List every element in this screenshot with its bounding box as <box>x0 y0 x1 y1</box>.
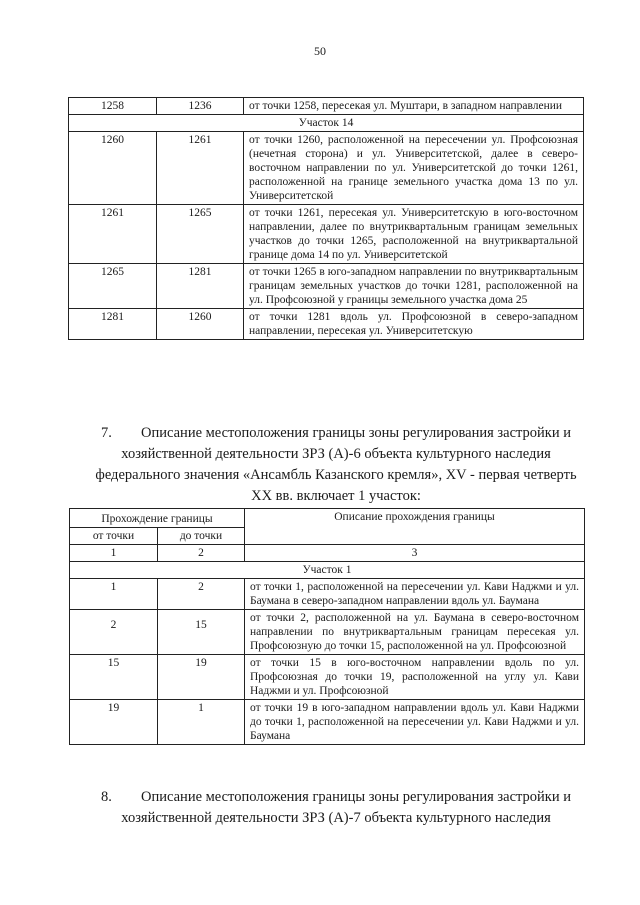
to-point: 15 <box>158 610 245 655</box>
to-point: 19 <box>158 655 245 700</box>
table-row <box>69 205 584 264</box>
from-point: 19 <box>70 700 158 745</box>
column-number: 2 <box>158 545 245 562</box>
from-point: 1260 <box>69 132 157 205</box>
boundary-description: от точки 1265 в юго-западном направлении по внутриквартальным границам земельных участков до точки 1281, расположенной на ул. Профсоюзной у границы земельного участка дома 25 <box>244 264 584 309</box>
plot-label: Участок 14 <box>69 115 584 132</box>
section-7-heading <box>78 423 594 507</box>
page-number: 50 <box>314 44 326 58</box>
boundary-description: от точки 19 в юго-западном направлении вдоль ул. Кави Наджми до точки 1, расположенной на пересечении ул. Кави Наджми и ул. Баумана <box>245 700 585 745</box>
section-row <box>69 115 584 132</box>
section-number: 7. <box>101 425 112 441</box>
column-number: 1 <box>70 545 158 562</box>
plot-label: Участок 1 <box>70 562 585 579</box>
column-number: 3 <box>245 545 585 562</box>
boundary-description: от точки 2, расположенной на ул. Баумана в северо-восточном направлении по внутриквартальным границам пересекая ул. Профсоюзную до точки 15, расположенной на ул. Профсоюзной <box>245 610 585 655</box>
table-row <box>69 264 584 309</box>
boundary-description: от точки 1261, пересекая ул. Университетскую в юго-восточном направлении, далее по внутриквартальным границам земельных участков до точки 1265, расположенной на внутриквартальной границе дома 14 по ул. Университетской <box>244 205 584 264</box>
heading-line: хозяйственной деятельности ЗРЗ (А)-7 объекта культурного наследия <box>121 810 551 826</box>
section-8-heading <box>78 787 594 829</box>
heading-line: хозяйственной деятельности ЗРЗ (А)-6 объекта культурного наследия <box>121 446 551 462</box>
boundary-table-zrz-a5 <box>68 97 584 340</box>
table-row <box>70 655 585 700</box>
boundary-description: от точки 1, расположенной на пересечении ул. Кави Наджми и ул. Баумана в северо-западном направлении вдоль ул. Баумана <box>245 579 585 610</box>
section-number: 8. <box>101 789 112 805</box>
column-number-row <box>70 545 585 562</box>
to-point: 1261 <box>157 132 244 205</box>
boundary-table-zrz-a6 <box>69 508 585 745</box>
header-row <box>70 509 585 528</box>
to-point: 1260 <box>157 309 244 340</box>
header-from-point: от точки <box>70 528 158 545</box>
boundary-description: от точки 15 в юго-восточном направлении вдоль по ул. Профсоюзная до точки 19, расположенной на углу ул. Кави Наджми и ул. Профсоюзной <box>245 655 585 700</box>
from-point: 15 <box>70 655 158 700</box>
from-point: 1 <box>70 579 158 610</box>
heading-line: федерального значения «Ансамбль Казанского кремля», XV - первая четверть <box>95 467 577 483</box>
header-boundary-passage: Прохождение границы <box>70 509 245 528</box>
table-row <box>69 98 584 115</box>
heading-line: XX вв. включает 1 участок: <box>251 488 421 504</box>
from-point: 1265 <box>69 264 157 309</box>
boundary-description: от точки 1260, расположенной на пересечении ул. Профсоюзная (нечетная сторона) и ул. Университетской, далее в северо-восточном направлении по ул. Университетской до точки 1261, расположенной на границе земельного участка дома 13 по ул. Университетской <box>244 132 584 205</box>
to-point: 1281 <box>157 264 244 309</box>
header-to-point: до точки <box>158 528 245 545</box>
table1-body <box>69 98 584 340</box>
boundary-description: от точки 1258, пересекая ул. Муштари, в западном направлении <box>244 98 584 115</box>
from-point: 2 <box>70 610 158 655</box>
from-point: 1281 <box>69 309 157 340</box>
table-row <box>69 309 584 340</box>
from-point: 1261 <box>69 205 157 264</box>
from-point: 1258 <box>69 98 157 115</box>
heading-line: Описание местоположения границы зоны регулирования застройки и <box>141 425 571 441</box>
to-point: 1236 <box>157 98 244 115</box>
table-row <box>69 132 584 205</box>
to-point: 2 <box>158 579 245 610</box>
heading-line: Описание местоположения границы зоны регулирования застройки и <box>141 789 571 805</box>
table-row <box>70 700 585 745</box>
table-row <box>70 610 585 655</box>
boundary-description: от точки 1281 вдоль ул. Профсоюзной в северо-западном направлении, пересекая ул. Университетскую <box>244 309 584 340</box>
to-point: 1 <box>158 700 245 745</box>
section-row <box>70 562 585 579</box>
header-description: Описание прохождения границы <box>245 509 585 545</box>
to-point: 1265 <box>157 205 244 264</box>
table-row <box>70 579 585 610</box>
